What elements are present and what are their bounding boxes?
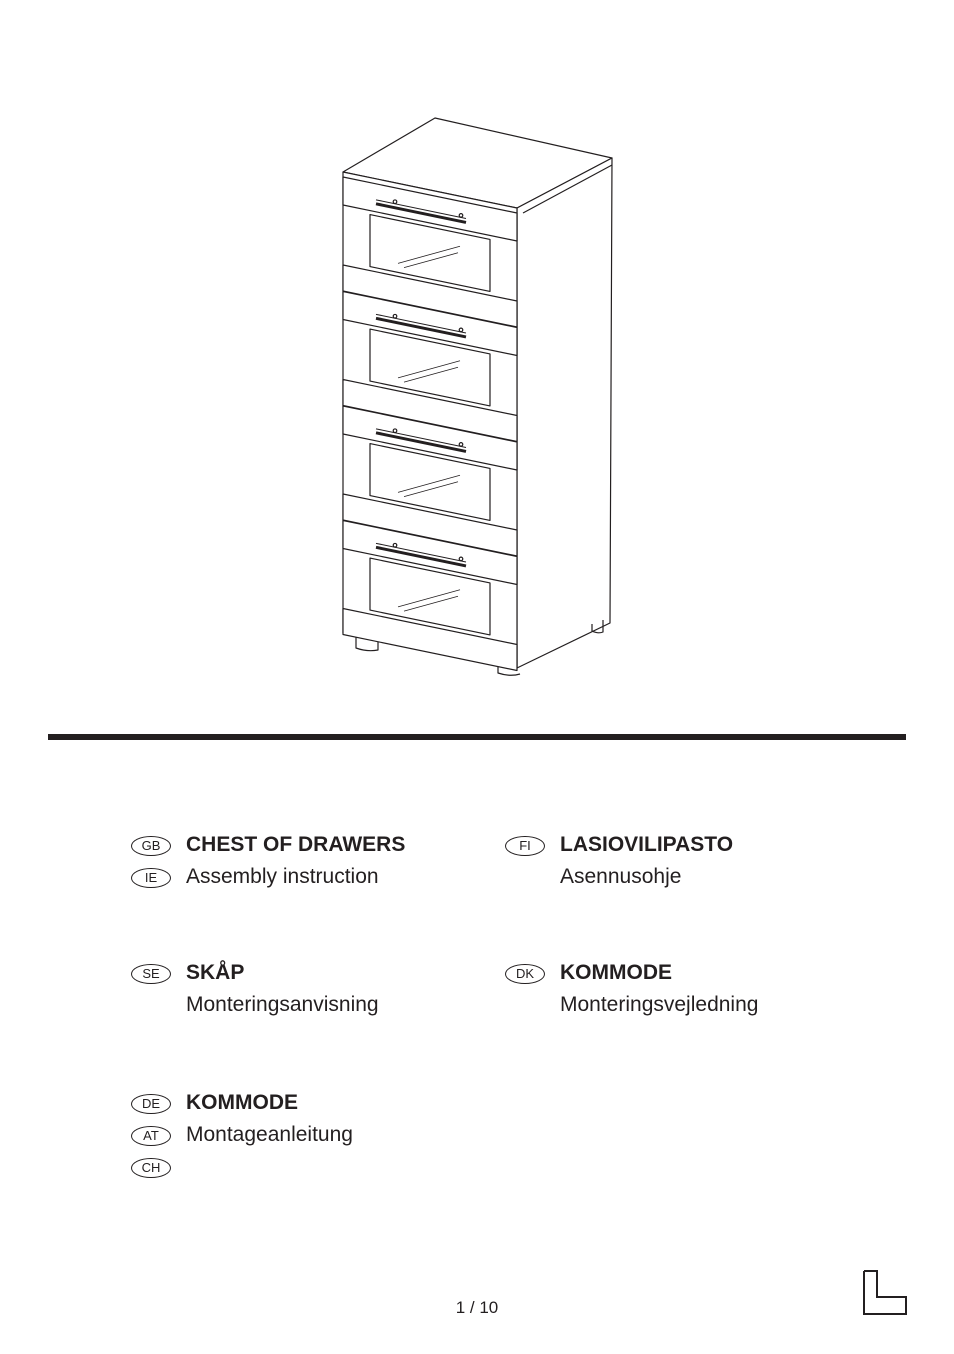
entry-subtitle-gb: Assembly instruction xyxy=(186,865,379,888)
section-divider xyxy=(48,734,906,740)
country-badge-dk: DK xyxy=(505,964,545,984)
country-badge-ie: IE xyxy=(131,868,171,888)
entry-subtitle-se: Monteringsanvisning xyxy=(186,993,379,1016)
country-badge-de: DE xyxy=(131,1094,171,1114)
country-badge-fi: FI xyxy=(505,836,545,856)
country-badge-gb: GB xyxy=(131,836,171,856)
entry-title-fi: LASIOVILIPASTO xyxy=(560,833,734,856)
l-shaped-corner-icon xyxy=(860,1268,910,1318)
entry-subtitle-fi: Asennusohje xyxy=(560,865,682,888)
entry-subtitle-de: Montageanleitung xyxy=(186,1123,353,1146)
entry-title-gb: CHEST OF DRAWERS xyxy=(186,833,406,856)
entry-title-de: KOMMODE xyxy=(186,1091,298,1114)
country-badge-se: SE xyxy=(131,964,171,984)
page-number: 1 / 10 xyxy=(455,1298,499,1317)
entry-subtitle-dk: Monteringsvejledning xyxy=(560,993,759,1016)
entry-title-se: SKÅP xyxy=(186,961,245,984)
country-badge-at: AT xyxy=(131,1126,171,1146)
entry-title-dk: KOMMODE xyxy=(560,961,672,984)
country-badge-ch: CH xyxy=(131,1158,171,1178)
